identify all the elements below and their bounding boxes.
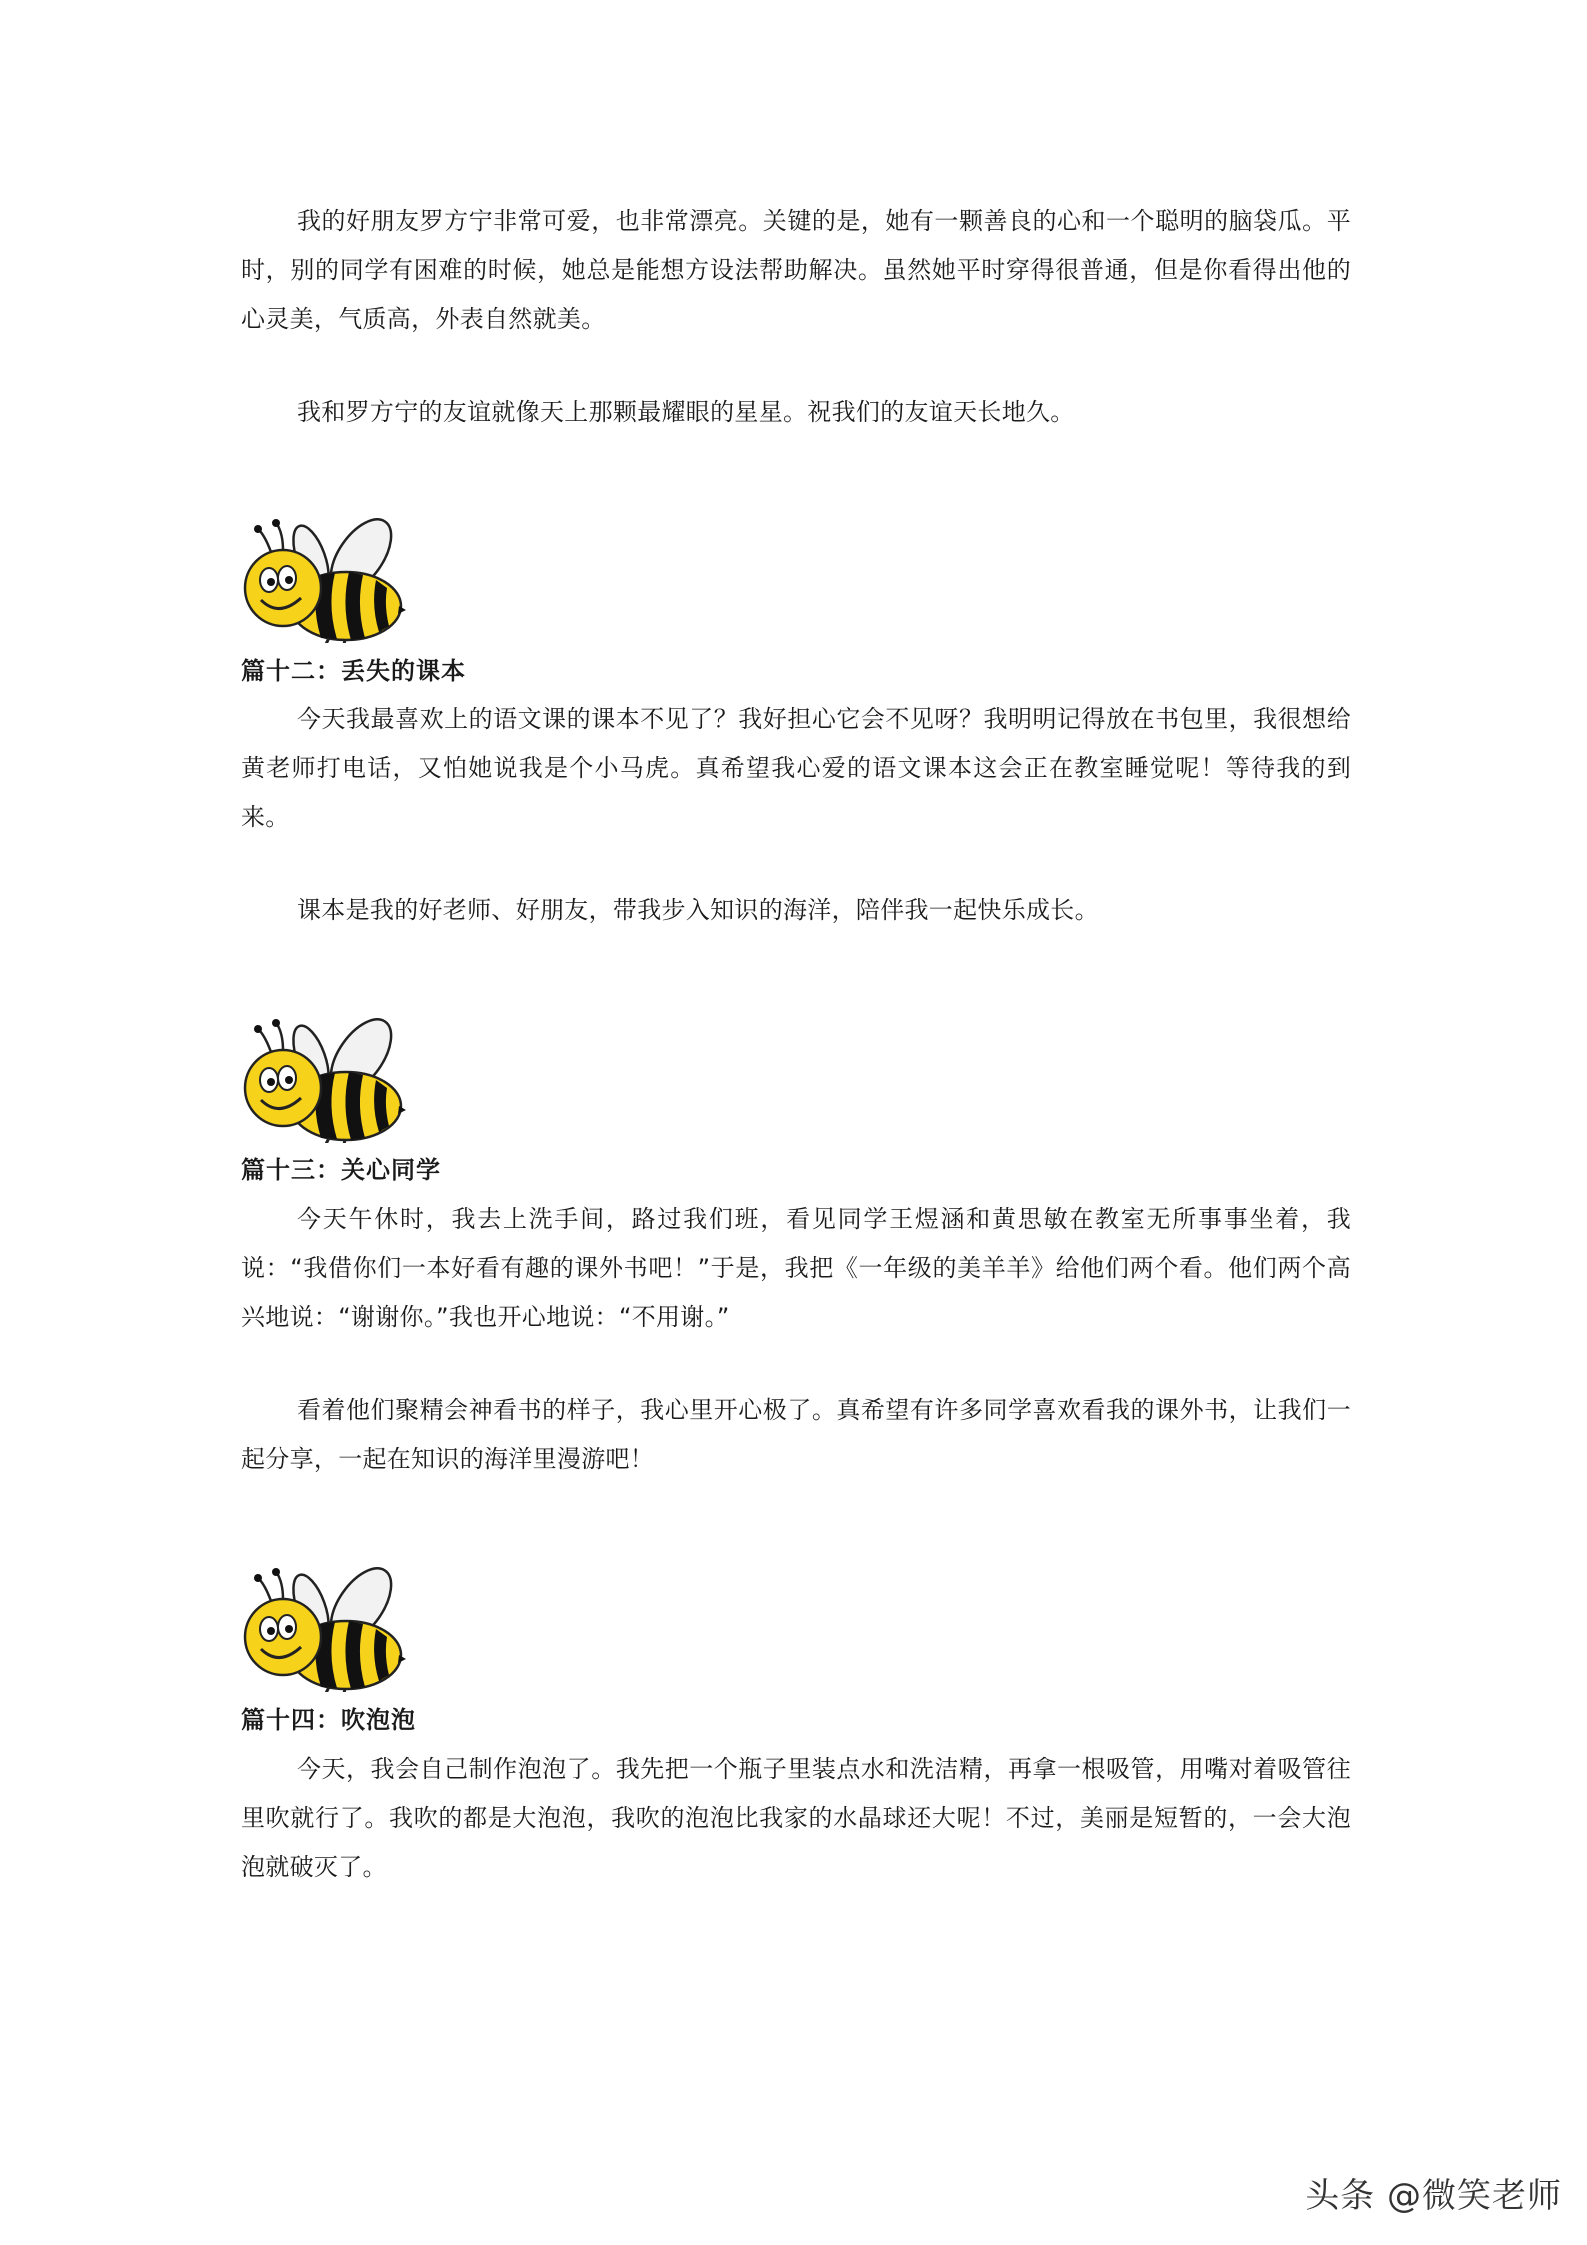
intro-paragraph-2: 我和罗方宁的友谊就像天上那颗最耀眼的星星。祝我们的友谊天长地久。 bbox=[297, 398, 1075, 426]
bee-icon bbox=[241, 518, 406, 643]
bee-icon bbox=[241, 1567, 406, 1692]
section-12-paragraph-2: 课本是我的好老师、好朋友，带我步入知识的海洋，陪伴我一起快乐成长。 bbox=[297, 896, 1099, 924]
section-13-paragraph-2: 看着他们聚精会神看书的样子，我心里开心极了。真希望有许多同学喜欢看我的课外书，让我们一起分享，一起在知识的海洋里漫游吧！ bbox=[241, 1396, 1351, 1473]
intro-paragraph-1: 我的好朋友罗方宁非常可爱，也非常漂亮。关键的是，她有一颗善良的心和一个聪明的脑袋瓜。平时，别的同学有困难的时候，她总是能想方设法帮助解决。虽然她平时穿得很普通，但是你看得出他的心灵美，气质高，外表自然就美。 bbox=[241, 207, 1351, 333]
section-12-title: 篇十二：丢失的课本 bbox=[241, 657, 466, 685]
section-13-paragraph-1: 今天午休时，我去上洗手间，路过我们班，看见同学王煜涵和黄思敏在教室无所事事坐着，我说：“我借你们一本好看有趣的课外书吧！”于是，我把《一年级的美羊羊》给他们两个看。他们两个高兴地说：“谢谢你。”我也开心地说：“不用谢。” bbox=[241, 1205, 1351, 1331]
watermark: 头条 @微笑老师 bbox=[1305, 2176, 1562, 2216]
bee-icon bbox=[241, 1018, 406, 1143]
section-14-paragraph-1: 今天，我会自己制作泡泡了。我先把一个瓶子里装点水和洗洁精，再拿一根吸管，用嘴对着吸管往里吹就行了。我吹的都是大泡泡，我吹的泡泡比我家的水晶球还大呢！不过，美丽是短暂的，一会大泡泡就破灭了。 bbox=[241, 1755, 1351, 1881]
section-14-title: 篇十四：吹泡泡 bbox=[241, 1706, 416, 1734]
section-12-paragraph-1: 今天我最喜欢上的语文课的课本不见了？我好担心它会不见呀？我明明记得放在书包里，我很想给黄老师打电话，又怕她说我是个小马虎。真希望我心爱的语文课本这会正在教室睡觉呢！等待我的到来。 bbox=[241, 705, 1351, 831]
section-13-title: 篇十三：关心同学 bbox=[241, 1156, 441, 1184]
